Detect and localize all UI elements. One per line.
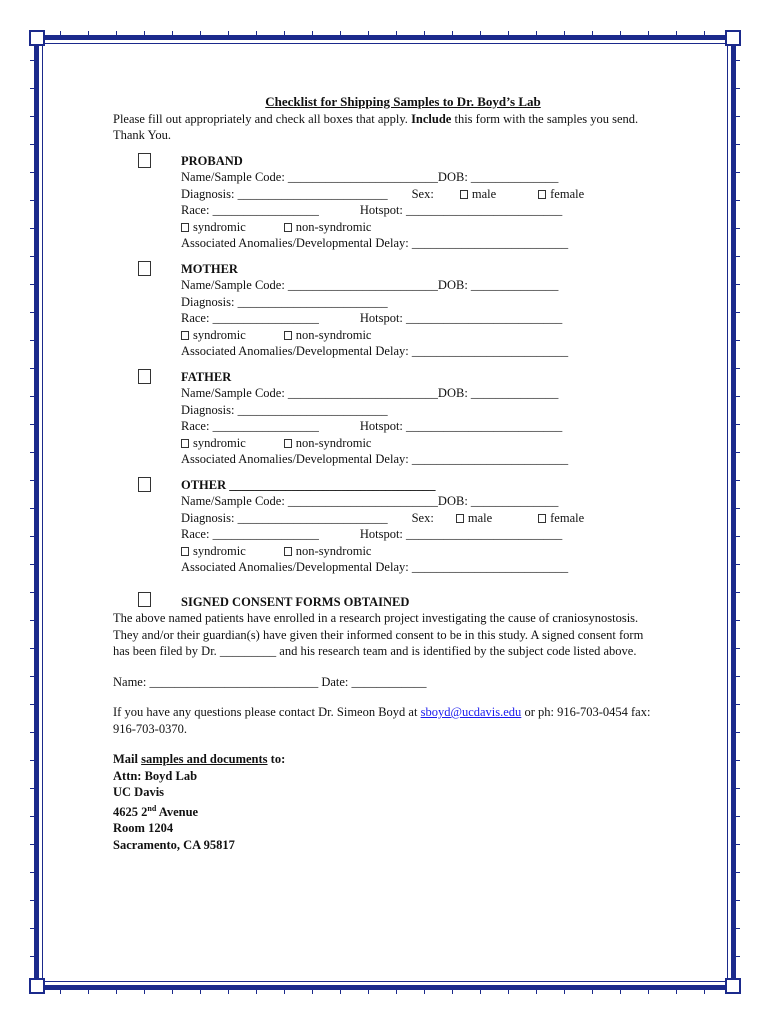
section-proband [113, 153, 653, 252]
syndromic-checkbox[interactable] [181, 439, 189, 448]
corner-ornament-bottom-left [29, 978, 45, 994]
male-label: male [467, 510, 493, 525]
syndromic-label: syndromic [193, 435, 246, 450]
syndromic-label: syndromic [193, 543, 246, 558]
race-field[interactable]: Race: _________________ [181, 419, 319, 433]
syndromic-row [181, 435, 653, 452]
mother-checkbox[interactable] [138, 261, 151, 276]
dob-field[interactable]: DOB: ______________ [437, 494, 559, 508]
section-title-other[interactable]: OTHER _________________________________ [181, 477, 436, 492]
street-number: 4625 2 [113, 804, 148, 819]
mailing-address [113, 751, 653, 853]
section-consent [113, 594, 653, 611]
email-link[interactable]: sboyd@ucdavis.edu [420, 705, 522, 719]
signature-row [113, 674, 653, 691]
race-row [181, 418, 653, 435]
page-title: Checklist for Shipping Samples to Dr. Boyd’s Lab [265, 94, 541, 109]
intro-bold: Include [411, 111, 452, 126]
non-syndromic-label: non-syndromic [295, 327, 372, 342]
non-syndromic-checkbox[interactable] [284, 439, 292, 448]
dob-field[interactable]: DOB: ______________ [437, 278, 559, 292]
other-checkbox[interactable] [138, 477, 151, 492]
syndromic-label: syndromic [193, 327, 246, 342]
name-code-field[interactable]: Name/Sample Code: ________________________ [181, 278, 438, 292]
diagnosis-field[interactable]: Diagnosis: ________________________ [181, 294, 388, 309]
female-label: female [550, 510, 585, 525]
male-label: male [471, 186, 497, 201]
race-field[interactable]: Race: _________________ [181, 527, 319, 541]
male-checkbox[interactable] [456, 514, 464, 523]
document-body [113, 94, 653, 853]
street-suffix: nd [147, 803, 157, 813]
name-code-row [181, 277, 653, 294]
address-line-room: Room 1204 [113, 821, 174, 836]
intro-text [113, 111, 653, 144]
section-father [113, 369, 653, 468]
intro-part1: Please fill out appropriately and check all boxes that apply. [113, 111, 412, 126]
race-field[interactable]: Race: _________________ [181, 203, 319, 217]
dob-field[interactable]: DOB: ______________ [437, 170, 559, 184]
contact-post: or ph: 916-703-0454 fax: 916-703-0370. [113, 705, 651, 736]
race-row [181, 526, 653, 543]
signature-name-field[interactable]: Name: ___________________________ [113, 674, 319, 689]
anomalies-row[interactable]: Associated Anomalies/Developmental Delay: _________________________ [181, 560, 569, 574]
female-checkbox[interactable] [538, 190, 546, 199]
address-line-org: UC Davis [113, 785, 165, 799]
diagnosis-field[interactable]: Diagnosis: ________________________ [181, 402, 388, 417]
address-line-attn: Attn: Boyd Lab [113, 768, 198, 783]
syndromic-row [181, 327, 653, 344]
diagnosis-field[interactable]: Diagnosis: ________________________ [181, 186, 388, 201]
race-row [181, 310, 653, 327]
address-line-street [113, 801, 653, 821]
non-syndromic-checkbox[interactable] [284, 331, 292, 340]
consent-text: The above named patients have enrolled in a research project investigating the cause of craniosynostosis. They and/or their guardian(s) have given their informed consent to be in this study. A signed consent form has been filed by Dr. _________ and his research team and is identified by the subject code listed above. [113, 611, 644, 658]
syndromic-label: syndromic [193, 219, 246, 234]
female-checkbox[interactable] [538, 514, 546, 523]
syndromic-checkbox[interactable] [181, 547, 189, 556]
diagnosis-row [181, 294, 653, 311]
diagnosis-row [181, 510, 653, 527]
non-syndromic-checkbox[interactable] [284, 223, 292, 232]
border-ticks-right [736, 60, 740, 965]
section-other [113, 477, 653, 576]
hotspot-field[interactable]: Hotspot: _________________________ [359, 311, 563, 325]
race-row [181, 202, 653, 219]
signature-date-field[interactable]: Date: ____________ [321, 674, 427, 689]
contact-text [113, 704, 653, 737]
corner-ornament-top-right [725, 30, 741, 46]
hotspot-field[interactable]: Hotspot: _________________________ [359, 419, 563, 433]
proband-checkbox[interactable] [138, 153, 151, 168]
name-code-field[interactable]: Name/Sample Code: ________________________ [181, 170, 438, 184]
address-line-city: Sacramento, CA 95817 [113, 837, 235, 852]
mail-lead: Mail [113, 752, 142, 766]
street-name: Avenue [156, 804, 199, 819]
diagnosis-row [181, 402, 653, 419]
male-checkbox[interactable] [460, 190, 468, 199]
non-syndromic-label: non-syndromic [295, 435, 372, 450]
mail-tail: to: [267, 752, 286, 766]
non-syndromic-label: non-syndromic [295, 543, 372, 558]
name-code-row [181, 385, 653, 402]
syndromic-row [181, 219, 653, 236]
section-title-mother: MOTHER [181, 261, 238, 276]
contact-pre: If you have any questions please contact Dr. Simeon Boyd at [113, 705, 421, 719]
sex-label: Sex: [411, 510, 434, 525]
hotspot-field[interactable]: Hotspot: _________________________ [359, 203, 563, 217]
mail-heading [113, 751, 653, 768]
name-code-row [181, 493, 653, 510]
female-label: female [550, 186, 585, 201]
border-ticks-bottom [60, 990, 710, 994]
sex-label: Sex: [411, 186, 434, 201]
diagnosis-field[interactable]: Diagnosis: ________________________ [181, 510, 388, 525]
race-field[interactable]: Race: _________________ [181, 311, 319, 325]
corner-ornament-bottom-right [725, 978, 741, 994]
name-code-row [181, 169, 653, 186]
consent-title: SIGNED CONSENT FORMS OBTAINED [181, 594, 410, 609]
non-syndromic-label: non-syndromic [295, 219, 372, 234]
diagnosis-row [181, 186, 653, 203]
father-checkbox[interactable] [138, 369, 151, 384]
non-syndromic-checkbox[interactable] [284, 547, 292, 556]
section-mother [113, 261, 653, 360]
mail-underlined: samples and documents [141, 752, 268, 766]
anomalies-row[interactable]: Associated Anomalies/Developmental Delay: _________________________ [181, 236, 569, 250]
section-title-proband: PROBAND [181, 153, 243, 168]
syndromic-row [181, 543, 653, 560]
intro-part2: this form with the samples you send. Thank You. [113, 111, 639, 142]
corner-ornament-top-left [29, 30, 45, 46]
section-title-father: FATHER [181, 369, 232, 384]
syndromic-checkbox[interactable] [181, 223, 189, 232]
dob-field[interactable]: DOB: ______________ [437, 386, 559, 400]
name-code-field[interactable]: Name/Sample Code: ________________________ [181, 386, 438, 400]
anomalies-row[interactable]: Associated Anomalies/Developmental Delay: _________________________ [181, 452, 569, 466]
name-code-field[interactable]: Name/Sample Code: ________________________ [181, 494, 438, 508]
hotspot-field[interactable]: Hotspot: _________________________ [359, 527, 563, 541]
syndromic-checkbox[interactable] [181, 331, 189, 340]
consent-checkbox[interactable] [138, 592, 151, 607]
anomalies-row[interactable]: Associated Anomalies/Developmental Delay: _________________________ [181, 344, 569, 358]
